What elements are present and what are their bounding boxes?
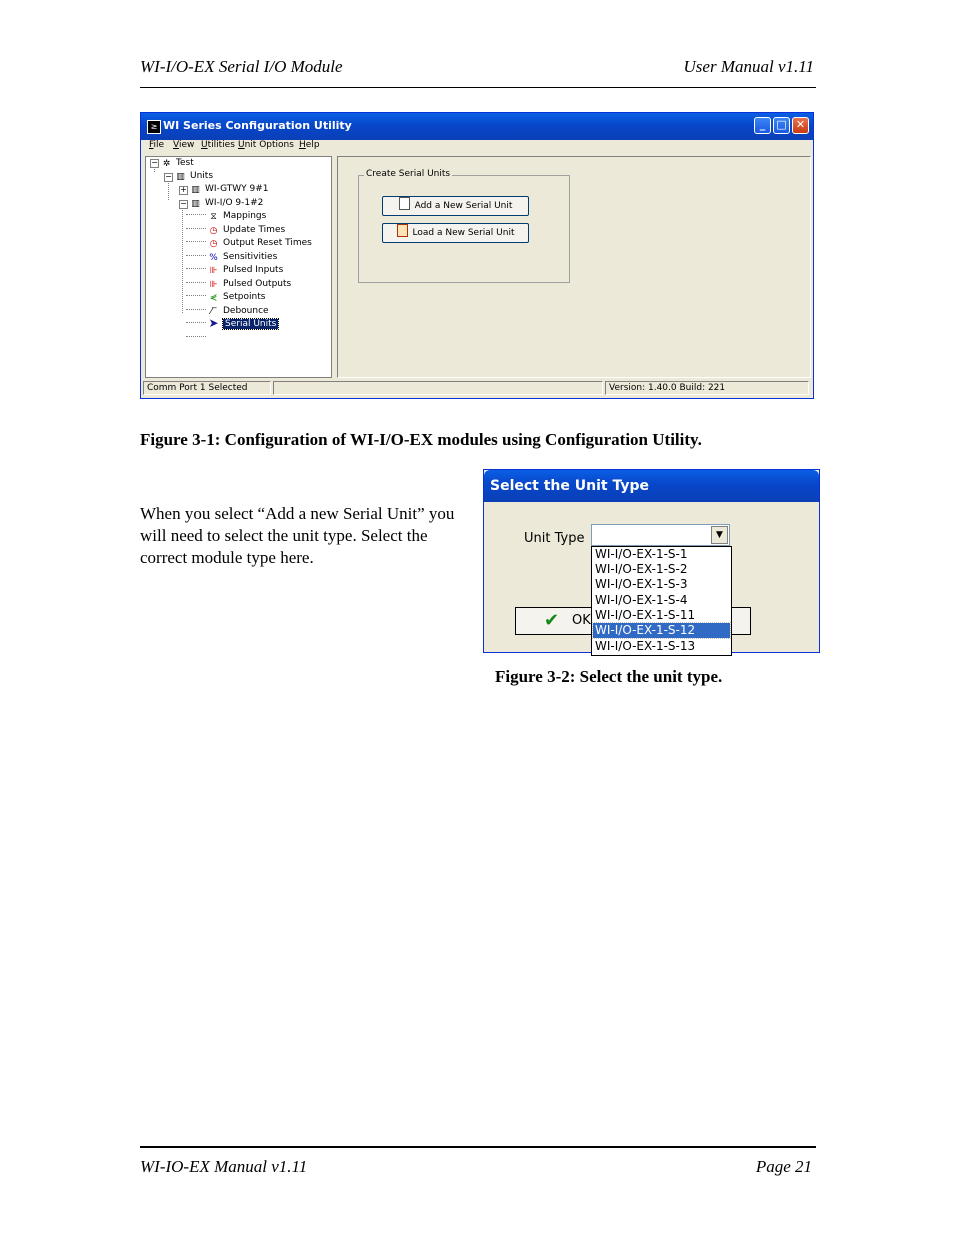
dialog-titlebar: [484, 470, 819, 502]
menu-unit-options[interactable]: Unit Options: [238, 140, 294, 150]
unit-type-option[interactable]: WI-I/O-EX-1-S-3: [595, 577, 688, 591]
app-icon: ≥: [147, 120, 161, 134]
unit-type-label: Unit Type: [524, 531, 585, 546]
minimize-button[interactable]: _: [754, 117, 771, 134]
collapse-test-toggle[interactable]: −: [151, 158, 158, 167]
checkmark-icon: ✔: [544, 610, 560, 631]
tree-node-update-times[interactable]: ◷ Update Times: [209, 225, 286, 236]
unit-type-option[interactable]: WI-I/O-EX-1-S-11: [595, 608, 696, 622]
unit-type-combobox[interactable]: [591, 524, 730, 546]
unit-type-option[interactable]: WI-I/O-EX-1-S-4: [595, 593, 688, 607]
status-middle: [273, 381, 603, 395]
status-version: Version: 1.40.0 Build: 221: [605, 381, 809, 395]
menu-file[interactable]: File: [149, 140, 165, 150]
figure1-caption: Figure 3-1: Configuration of WI-I/O-EX modules using Configuration Utility.: [140, 430, 702, 449]
tree-node-sensitivities[interactable]: % Sensitivities: [209, 252, 278, 263]
debounce-icon: ⁄‾: [210, 307, 217, 317]
unit-type-option[interactable]: WI-I/O-EX-1-S-2: [595, 562, 688, 576]
window-title: WI Series Configuration Utility: [163, 119, 352, 132]
add-serial-unit-button[interactable]: Add a New Serial Unit: [382, 196, 529, 216]
clock-icon: ◷: [209, 239, 218, 249]
tree-node-output-reset-times[interactable]: ◷ Output Reset Times: [209, 238, 312, 249]
header-right: User Manual v1.11: [683, 57, 814, 76]
dropdown-arrow-icon[interactable]: ▼: [711, 526, 728, 544]
footer-page-number: Page 21: [755, 1157, 812, 1176]
menu-view[interactable]: View: [173, 140, 195, 150]
network-icon: ✲: [162, 159, 171, 169]
expand-gateway-toggle[interactable]: +: [180, 185, 187, 194]
clock-icon: ◷: [209, 226, 218, 236]
config-utility-window: [140, 112, 814, 399]
new-document-icon: [399, 197, 410, 210]
load-document-icon: [397, 224, 408, 237]
serial-arrow-icon: ➤: [208, 316, 219, 330]
unit-icon: ▥: [191, 199, 200, 209]
mappings-icon: ⧖: [210, 212, 217, 222]
tree-node-pulsed-inputs[interactable]: ⊪ Pulsed Inputs: [209, 265, 284, 276]
load-serial-unit-button[interactable]: Load a New Serial Unit: [382, 223, 529, 243]
menu-bar: [141, 140, 813, 155]
tree-node-test[interactable]: ✲ Test: [162, 158, 194, 169]
group-title: Create Serial Units: [366, 169, 451, 179]
tree-node-setpoints[interactable]: ⋞ Setpoints: [209, 292, 266, 303]
tree-node-pulsed-outputs[interactable]: ⊪ Pulsed Outputs: [209, 279, 292, 290]
unit-icon: ▥: [176, 172, 185, 182]
footer-rule: [140, 1146, 816, 1148]
ok-button[interactable]: ✔ OK: [515, 607, 751, 635]
unit-tree[interactable]: [145, 156, 332, 378]
select-unit-type-dialog: [483, 469, 820, 653]
header-rule: [140, 87, 816, 88]
collapse-units-toggle[interactable]: −: [165, 172, 172, 181]
close-button[interactable]: ✕: [792, 117, 809, 134]
header-left: WI-I/O-EX Serial I/O Module: [140, 57, 343, 76]
unit-type-option-selected[interactable]: WI-I/O-EX-1-S-12: [593, 623, 730, 638]
figure2-caption: Figure 3-2: Select the unit type.: [495, 667, 723, 686]
tree-node-units[interactable]: ▥ Units: [176, 171, 214, 182]
status-bar: [141, 380, 813, 396]
pulse-icon: ⊪: [209, 266, 218, 276]
percent-icon: %: [209, 253, 218, 263]
tree-node-gateway[interactable]: ▥ WI-GTWY 9#1: [191, 184, 269, 195]
menu-help[interactable]: Help: [299, 140, 320, 150]
status-comm-port: Comm Port 1 Selected: [143, 381, 271, 395]
unit-type-option[interactable]: WI-I/O-EX-1-S-1: [595, 547, 688, 561]
menu-utilities[interactable]: Utilities: [201, 140, 235, 150]
tree-node-mappings[interactable]: ⧖ Mappings: [208, 210, 266, 222]
footer-left: WI-IO-EX Manual v1.11: [140, 1157, 308, 1176]
pulse-icon: ⊪: [209, 280, 218, 290]
tree-node-serial-units[interactable]: ➤ Serial Units: [208, 316, 277, 330]
tree-node-debounce[interactable]: ⁄‾ Debounce: [208, 305, 269, 317]
unit-type-dropdown-list[interactable]: [591, 546, 732, 656]
unit-type-option[interactable]: WI-I/O-EX-1-S-13: [595, 639, 696, 653]
dialog-title: Select the Unit Type: [490, 478, 649, 494]
unit-icon: ▥: [191, 185, 200, 195]
instruction-paragraph: When you select “Add a new Serial Unit” you will need to select the unit type. Select the correct module type here.: [140, 504, 455, 567]
tree-node-io-unit[interactable]: ▥ WI-I/O 9-1#2: [191, 198, 264, 209]
setpoint-icon: ⋞: [209, 293, 218, 303]
window-titlebar: [141, 113, 813, 140]
collapse-io-unit-toggle[interactable]: −: [180, 199, 187, 208]
maximize-button[interactable]: □: [773, 117, 790, 134]
